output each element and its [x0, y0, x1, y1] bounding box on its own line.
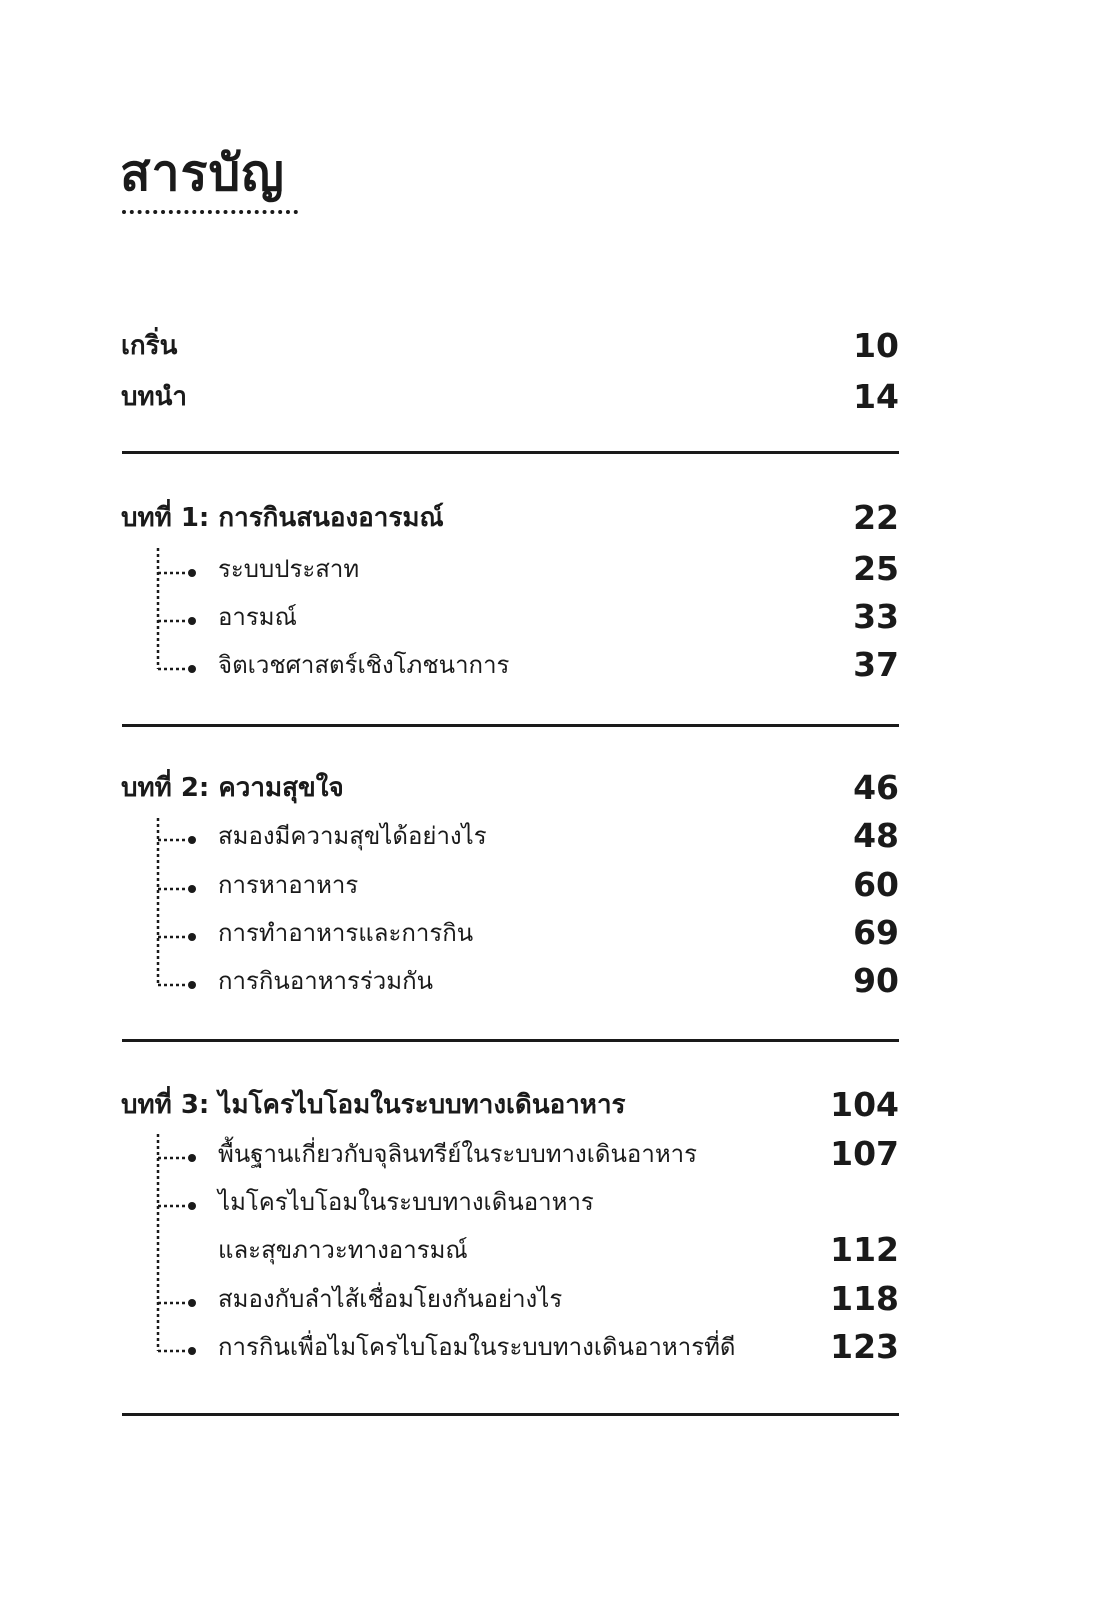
page-number: 10 [853, 326, 899, 365]
toc-section [0, 545, 1109, 593]
toc-section [0, 1178, 1109, 1226]
page-number: 22 [853, 498, 899, 537]
page-number: 107 [830, 1134, 899, 1173]
toc-section [0, 909, 1109, 957]
section-label: สมองมีความสุขได้อย่างไร [218, 822, 487, 850]
toc-section [0, 593, 1109, 641]
page-number: 104 [830, 1085, 899, 1124]
section-label: การทำอาหารและการกิน [218, 919, 474, 947]
chapter-title: บทที่ 3: ไมโครไบโอมในระบบทางเดินอาหาร [121, 1090, 626, 1120]
entry-label: เกริ่น [121, 331, 178, 361]
section-label: พื้นฐานเกี่ยวกับจุลินทรีย์ในระบบทางเดินอาหาร [218, 1140, 698, 1168]
section-label: สมองกับลำไส้เชื่อมโยงกันอย่างไร [218, 1285, 563, 1313]
toc-section-continuation [0, 1226, 1109, 1274]
title-dotted-underline [122, 210, 298, 214]
page-number: 37 [853, 645, 899, 684]
section-divider [122, 1413, 899, 1416]
section-divider [122, 1039, 899, 1042]
toc-section [0, 1130, 1109, 1178]
page-number: 123 [830, 1327, 899, 1366]
toc-section [0, 812, 1109, 860]
page-number: 46 [853, 768, 899, 807]
section-divider [122, 451, 899, 454]
page-number: 48 [853, 816, 899, 855]
entry-label: บทนำ [121, 382, 188, 412]
section-label: จิตเวชศาสตร์เชิงโภชนาการ [218, 651, 510, 679]
page-number: 33 [853, 597, 899, 636]
section-divider [122, 724, 899, 727]
page-number: 90 [853, 961, 899, 1000]
toc-entry-front [0, 322, 1109, 370]
page-number: 118 [830, 1279, 899, 1318]
chapter-heading [0, 1081, 1109, 1129]
toc-section [0, 861, 1109, 909]
toc-section [0, 641, 1109, 689]
toc-section [0, 1323, 1109, 1371]
section-label: ไมโครไบโอมในระบบทางเดินอาหาร [218, 1188, 594, 1216]
toc-section [0, 1275, 1109, 1323]
page-number: 14 [853, 377, 899, 416]
page-number: 69 [853, 913, 899, 952]
section-label-line2: และสุขภาวะทางอารมณ์ [218, 1236, 468, 1264]
chapter-heading [0, 494, 1109, 542]
toc-entry-front [0, 373, 1109, 421]
section-label: อารมณ์ [218, 603, 297, 631]
chapter-title: บทที่ 1: การกินสนองอารมณ์ [121, 503, 444, 533]
page-number: 112 [830, 1230, 899, 1269]
toc-section [0, 957, 1109, 1005]
page-title: สารบัญ [120, 144, 285, 202]
section-label: การหาอาหาร [218, 871, 359, 899]
page-number: 25 [853, 549, 899, 588]
section-label: ระบบประสาท [218, 555, 360, 583]
chapter-title: บทที่ 2: ความสุขใจ [121, 773, 344, 803]
chapter-heading [0, 764, 1109, 812]
page-number: 60 [853, 865, 899, 904]
section-label: การกินเพื่อไมโครไบโอมในระบบทางเดินอาหารที่ดี [218, 1333, 736, 1361]
section-label: การกินอาหารร่วมกัน [218, 967, 434, 995]
